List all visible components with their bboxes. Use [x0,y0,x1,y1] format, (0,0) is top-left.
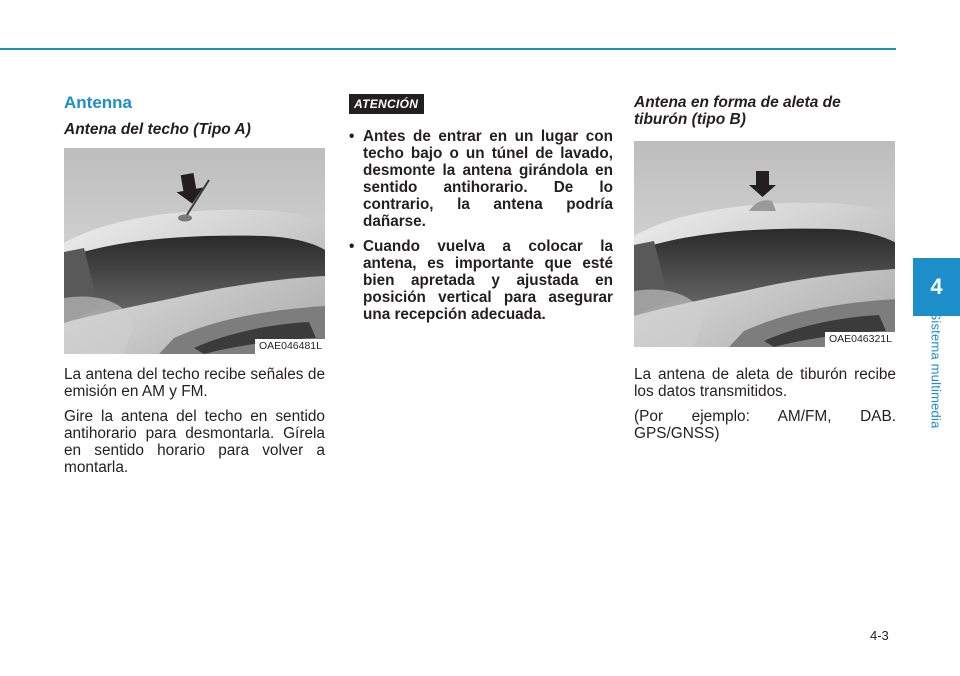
column-shark-antenna [634,94,896,442]
warning-item [349,238,613,323]
shark-antenna-subtitle: Antena en forma de aleta de tiburón (tipo B) [634,94,841,128]
warning-list [349,128,613,323]
warning-badge: ATENCIÓN [349,94,424,114]
shark-antenna-figure [634,141,895,347]
shark-antenna-illustration [634,141,895,347]
chapter-number: 4 [930,274,943,299]
bullet: • [349,128,355,145]
bullet: • [349,238,355,255]
page-number: 4-3 [870,628,889,643]
chapter-title: Sistema multimedia [928,311,944,429]
shark-antenna-paragraph-1: La antena de aleta de tiburón recibe los datos transmitidos. [634,366,896,400]
warning-item-text: Antes de entrar en un lugar con techo bajo o un túnel de lavado, desmonte la antena girándola en sentido antihorario. De lo contrario, la antena podría dañarse. [363,128,613,230]
roof-antenna-figure-code: OAE046481L [255,339,325,354]
roof-antenna-illustration [64,148,325,354]
chapter-tab [913,258,960,316]
section-title: Antenna [64,93,132,112]
roof-antenna-paragraph-1: La antena del techo recibe señales de emisión en AM y FM. [64,366,325,400]
header-rule [0,48,896,50]
roof-antenna-paragraph-2: Gire la antena del techo en sentido antihorario para desmontarla. Gírela en sentido horario para volver a montarla. [64,408,325,476]
column-roof-antenna [64,90,325,476]
shark-antenna-paragraph-2: (Por ejemplo: AM/FM, DAB. GPS/GNSS) [634,408,896,442]
warning-item-text: Cuando vuelva a colocar la antena, es importante que esté bien apretada y ajustada en posición vertical para asegurar una recepción adecuada. [363,238,613,323]
roof-antenna-subtitle: Antena del techo (Tipo A) [64,121,251,138]
shark-antenna-figure-code: OAE046321L [825,332,895,347]
roof-antenna-figure [64,148,325,354]
warning-item [349,128,613,230]
column-warning [349,94,613,331]
